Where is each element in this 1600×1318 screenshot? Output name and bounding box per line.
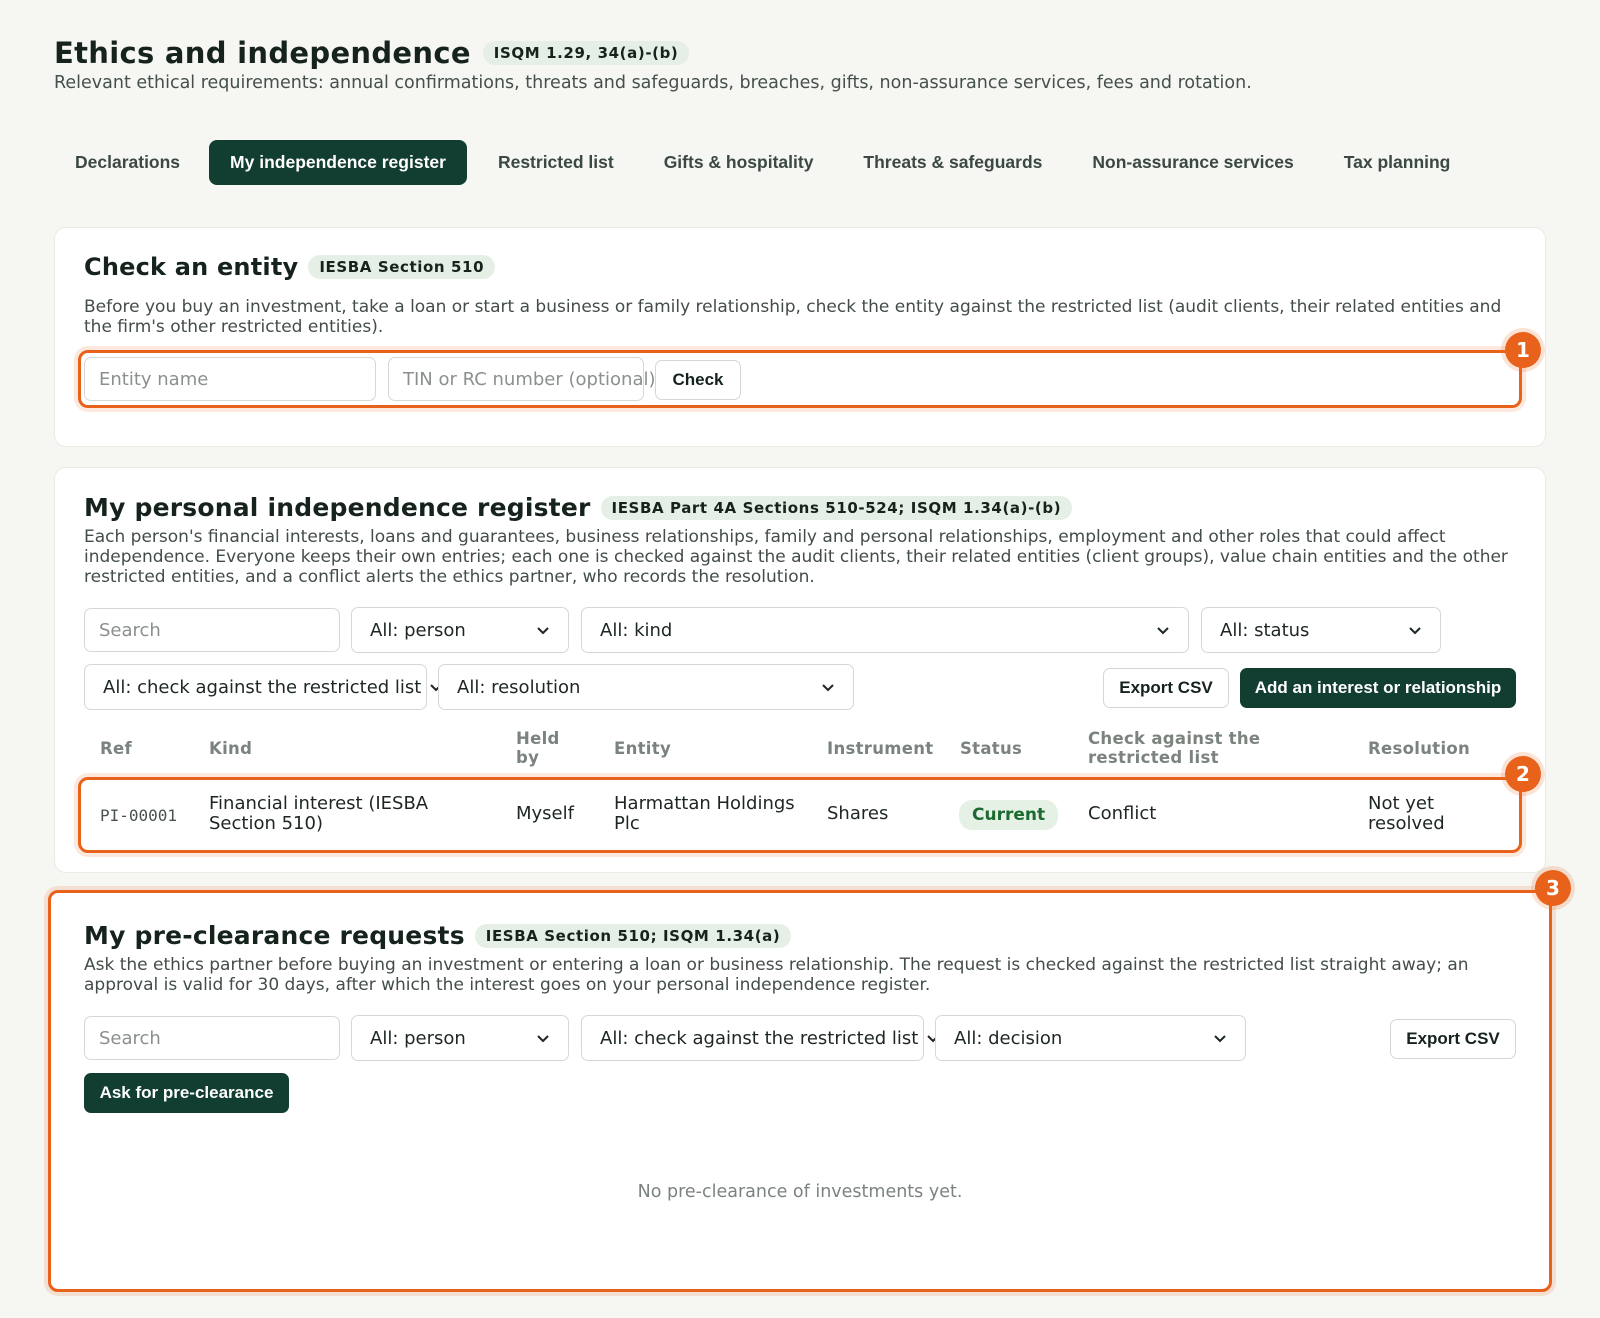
- ask-for-preclearance-button[interactable]: Ask for pre-clearance: [84, 1073, 289, 1113]
- column-header-check-against-restricted-list: Check against the restricted list: [1088, 729, 1261, 767]
- check-entity-badge: IESBA Section 510: [308, 255, 495, 279]
- add-interest-button[interactable]: Add an interest or relationship: [1240, 668, 1516, 708]
- tab-my-independence-register[interactable]: My independence register: [209, 140, 467, 185]
- chevron-down-icon: [1408, 623, 1422, 637]
- tab-restricted-list[interactable]: Restricted list: [497, 152, 614, 172]
- marker-2: 2: [1505, 756, 1541, 792]
- row-held-by: Myself: [516, 803, 574, 824]
- marker-3: 3: [1535, 870, 1571, 906]
- chevron-down-icon: [821, 680, 835, 694]
- register-kind-filter-value: All: kind: [600, 619, 673, 641]
- check-entity-title-text: Check an entity: [84, 253, 299, 281]
- register-person-filter[interactable]: [351, 607, 569, 653]
- row-kind: Financial interest (IESBA Section 510): [209, 793, 429, 834]
- preclearance-export-csv-button[interactable]: Export CSV: [1390, 1019, 1516, 1059]
- column-header-ref: Ref: [100, 739, 132, 758]
- tab-non-assurance-services[interactable]: Non-assurance services: [1092, 152, 1294, 172]
- preclearance-search-input[interactable]: Search: [84, 1016, 340, 1060]
- column-header-held-by: Held by: [516, 729, 560, 767]
- row-ref[interactable]: PI-00001: [100, 806, 178, 825]
- tab-gifts-hospitality[interactable]: Gifts & hospitality: [663, 152, 814, 172]
- chevron-down-icon: [1213, 1031, 1227, 1045]
- check-button[interactable]: Check: [655, 360, 741, 400]
- column-header-entity: Entity: [614, 739, 672, 758]
- preclearance-title: [84, 921, 791, 950]
- row-check-result: Conflict: [1088, 803, 1157, 824]
- register-restricted-check-filter[interactable]: [84, 664, 427, 710]
- page-title-text: Ethics and independence: [54, 36, 471, 70]
- tin-rc-number-input[interactable]: TIN or RC number (optional): [388, 357, 644, 401]
- preclearance-restricted-check-filter-value: All: check against the restricted list: [600, 1027, 919, 1049]
- preclearance-description: Ask the ethics partner before buying an investment or entering a loan or business relationship. The request is checked against the restricted list straight away; an approval is valid for 30 days, after which the interest goes on your personal independence register.: [84, 955, 1469, 995]
- chevron-down-icon: [1156, 623, 1170, 637]
- register-restricted-check-filter-value: All: check against the restricted list: [103, 676, 422, 698]
- tab-declarations[interactable]: Declarations: [75, 152, 181, 172]
- row-entity: Harmattan Holdings Plc: [614, 793, 795, 834]
- register-title: [84, 493, 1072, 522]
- chevron-down-icon: [536, 1031, 550, 1045]
- chevron-down-icon: [536, 623, 550, 637]
- preclearance-restricted-check-filter[interactable]: [581, 1015, 924, 1061]
- preclearance-badge: IESBA Section 510; ISQM 1.34(a): [475, 924, 792, 948]
- column-header-instrument: Instrument: [827, 739, 934, 758]
- preclearance-empty-state: No pre-clearance of investments yet.: [637, 1182, 963, 1202]
- register-badge: IESBA Part 4A Sections 510-524; ISQM 1.34(a)-(b): [601, 496, 1073, 520]
- register-status-filter[interactable]: [1201, 607, 1441, 653]
- tab-bar: [54, 140, 1471, 185]
- preclearance-person-filter[interactable]: [351, 1015, 569, 1061]
- preclearance-title-text: My pre-clearance requests: [84, 921, 465, 950]
- row-instrument: Shares: [827, 803, 889, 824]
- register-export-csv-button[interactable]: Export CSV: [1103, 668, 1229, 708]
- check-entity-description: Before you buy an investment, take a loan or start a business or family relationship, check the entity against the restricted list (audit clients, their related entities and the firm's other restricted entities).: [84, 297, 1502, 337]
- page-standard-badge: ISQM 1.29, 34(a)-(b): [483, 41, 690, 65]
- status-badge: Current: [959, 800, 1058, 830]
- preclearance-decision-filter[interactable]: [935, 1015, 1246, 1061]
- register-status-filter-value: All: status: [1220, 619, 1310, 641]
- preclearance-person-filter-value: All: person: [370, 1027, 466, 1049]
- column-header-resolution: Resolution: [1368, 739, 1471, 758]
- column-header-status: Status: [960, 739, 1023, 758]
- tab-tax-planning[interactable]: Tax planning: [1343, 152, 1451, 172]
- preclearance-decision-filter-value: All: decision: [954, 1027, 1063, 1049]
- register-kind-filter[interactable]: [581, 607, 1189, 653]
- page-title: [54, 36, 689, 70]
- entity-name-input[interactable]: Entity name: [84, 357, 376, 401]
- page-subtitle: Relevant ethical requirements: annual confirmations, threats and safeguards, breaches, gifts, non-assurance services, fees and rotation.: [54, 73, 1252, 93]
- register-description: Each person's financial interests, loans and guarantees, business relationships, family and personal relationships, employment and other roles that could affect independence. Everyone keeps their own entries; each one is checked against the audit clients, their related entities (client groups), value chain entities and the other restricted entities, and a conflict alerts the ethics partner, who records the resolution.: [84, 527, 1508, 587]
- register-resolution-filter-value: All: resolution: [457, 676, 581, 698]
- row-resolution: Not yet resolved: [1368, 793, 1445, 834]
- register-resolution-filter[interactable]: [438, 664, 854, 710]
- register-search-input[interactable]: Search: [84, 608, 340, 652]
- register-person-filter-value: All: person: [370, 619, 466, 641]
- marker-1: 1: [1505, 332, 1541, 368]
- check-entity-title: [84, 253, 495, 281]
- column-header-kind: Kind: [209, 739, 253, 758]
- tab-threats-safeguards[interactable]: Threats & safeguards: [863, 152, 1043, 172]
- register-title-text: My personal independence register: [84, 493, 591, 522]
